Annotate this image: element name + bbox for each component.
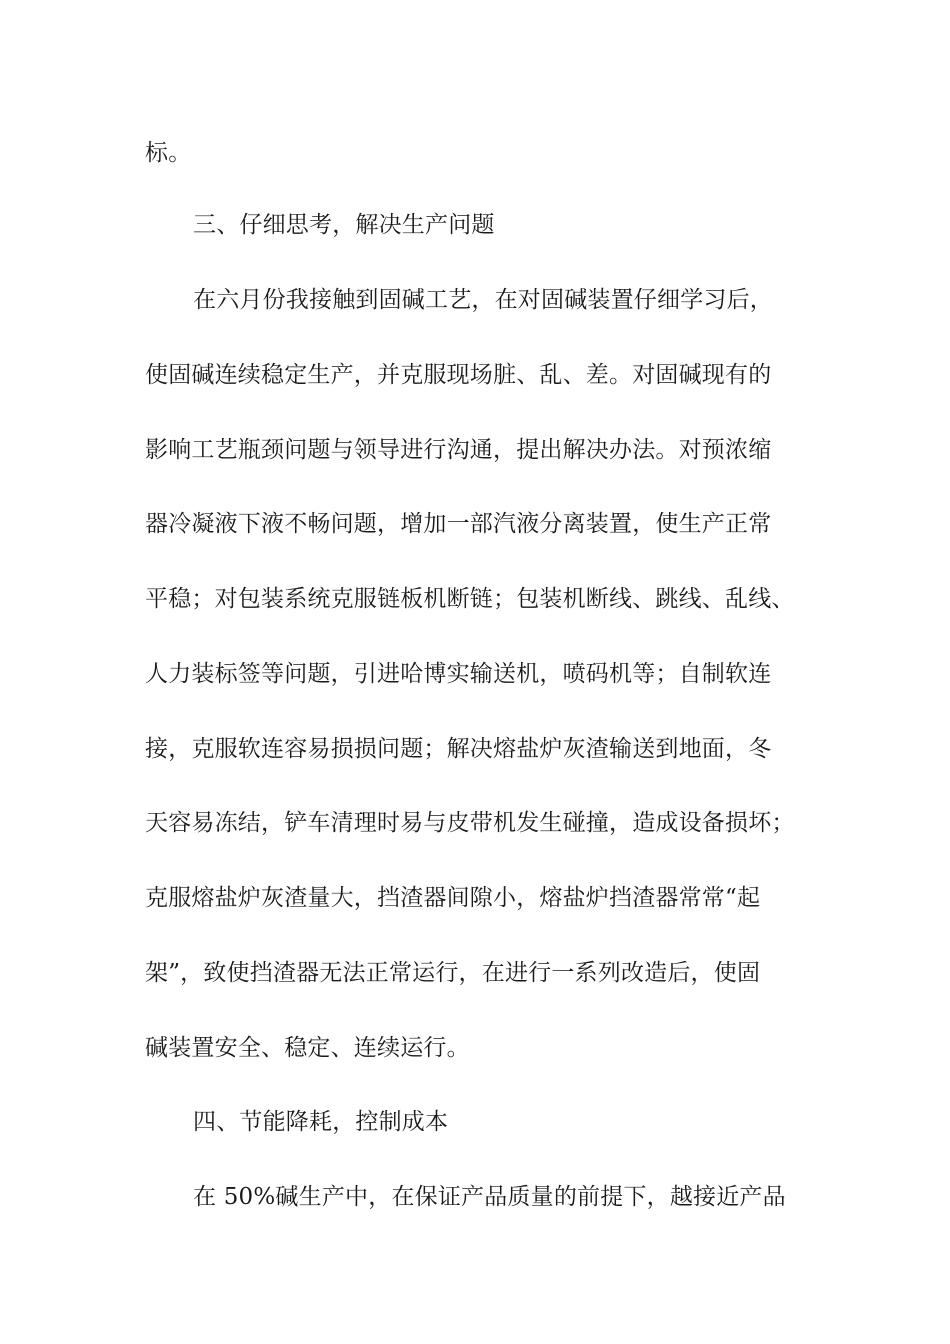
paragraph-line: 人力装标签等问题，引进哈博实输送机，喷码机等；自制软连 [145, 661, 772, 687]
paragraph-line: 接，克服软连容易损损问题；解决熔盐炉灰渣输送到地面，冬 [145, 736, 772, 762]
text-line-continuation: 标。 [145, 140, 192, 166]
paragraph-line: 克服熔盐炉灰渣量大，挡渣器间隙小，熔盐炉挡渣器常常“起 [145, 885, 761, 911]
paragraph-line: 平稳；对包装系统克服链板机断链；包装机断线、跳线、乱线、 [145, 586, 795, 612]
paragraph-line: 碱装置安全、稳定、连续运行。 [145, 1035, 470, 1061]
paragraph-line: 在 50%碱生产中，在保证产品质量的前提下，越接近产品 [193, 1184, 786, 1210]
paragraph-line: 在六月份我接触到固碱工艺，在对固碱装置仔细学习后， [193, 287, 773, 313]
paragraph-line: 影响工艺瓶颈问题与领导进行沟通，提出解决办法。对预浓缩 [145, 437, 772, 463]
section-heading-3: 三、仔细思考，解决生产问题 [193, 212, 495, 238]
section-heading-4: 四、节能降耗，控制成本 [193, 1109, 449, 1135]
paragraph-line: 天容易冻结，铲车清理时易与皮带机发生碰撞，造成设备损坏； [145, 810, 795, 836]
paragraph-line: 使固碱连续稳定生产，并克服现场脏、乱、差。对固碱现有的 [145, 362, 772, 388]
paragraph-line: 器冷凝液下液不畅问题，增加一部汽液分离装置，使生产正常 [145, 511, 772, 537]
paragraph-line: 架”，致使挡渣器无法正常运行，在进行一系列改造后，使固 [145, 960, 761, 986]
